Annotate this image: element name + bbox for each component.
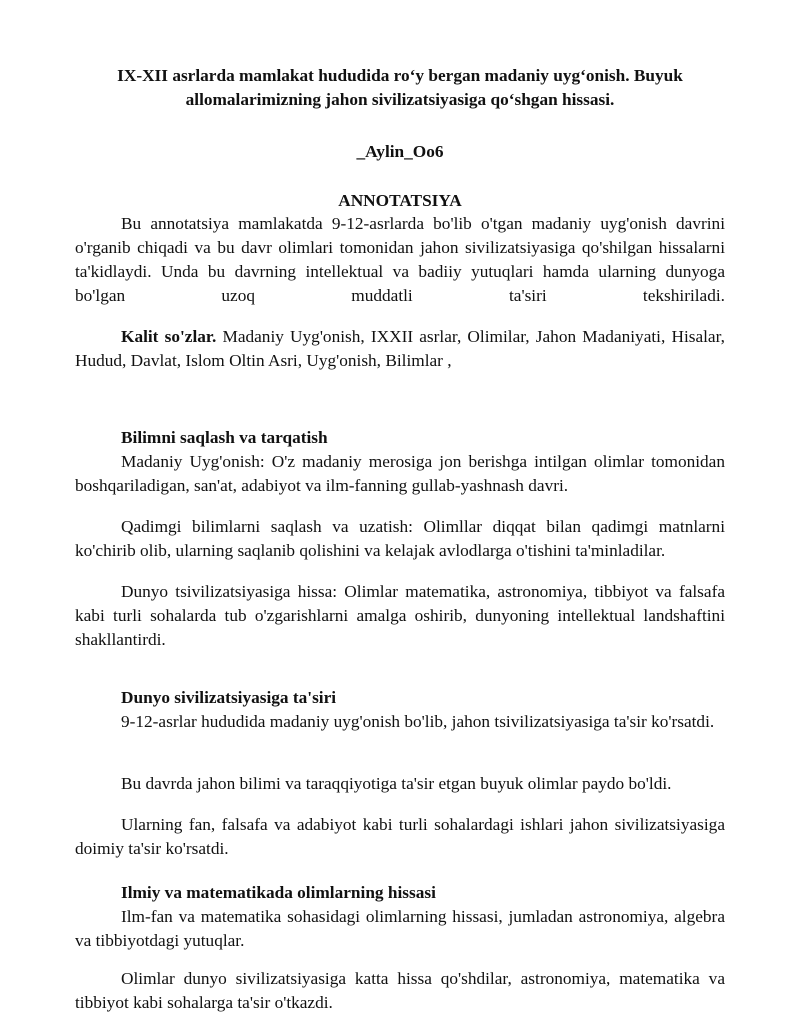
section-science-math-paragraph-2	[75, 967, 725, 1015]
section-world-impact-paragraph-3	[75, 813, 725, 861]
section-paragraph: Ularning fan, falsafa va adabiyot kabi turli sohalardagi ishlari jahon sivilizatsiyasiga doimiy ta'sir ko'rsatdi.	[75, 815, 725, 858]
section-paragraph: 9-12-asrlar hududida madaniy uyg'onish bo'lib, jahon tsivilizatsiyasiga ta'sir ko'rsatdi.	[121, 712, 715, 731]
section-heading: Ilmiy va matematikada olimlarning hissasi	[121, 883, 436, 902]
section-paragraph: Dunyo tsivilizatsiyasiga hissa: Olimlar matematika, astronomiya, tibbiyot va falsafa kabi turli sohalarda tub o'zgarishlarni amalga oshirib, dunyoning intellektual landshaftini shakllantirdi.	[75, 582, 725, 649]
section-world-impact-paragraph-2	[75, 772, 725, 796]
annotation-heading: ANNOTATSIYA	[338, 191, 462, 210]
section-paragraph: Madaniy Uyg'onish: O'z madaniy merosiga jon berishga intilgan olimlar tomonidan boshqariladigan, san'at, adabiyot va ilm-fanning gullab-yashnash davri.	[75, 452, 725, 495]
section-knowledge-preservation	[75, 426, 725, 498]
keywords-label: Kalit so'zlar.	[121, 327, 217, 346]
annotation-section	[75, 212, 725, 308]
keywords-paragraph	[75, 325, 725, 373]
document-title	[75, 64, 725, 112]
section-paragraph: Bu davrda jahon bilimi va taraqqiyotiga ta'sir etgan buyuk olimlar paydo bo'ldi.	[121, 774, 672, 793]
section-paragraph: Olimlar dunyo sivilizatsiyasiga katta hissa qo'shdilar, astronomiya, matematika va tibbiyot kabi sohalarga ta'sir o'tkazdi.	[75, 969, 725, 1012]
section-knowledge-paragraph-3	[75, 580, 725, 652]
section-paragraph: Qadimgi bilimlarni saqlash va uzatish: Olimllar diqqat bilan qadimgi matnlarni ko'chirib olib, ularning saqlanib qolishini va kelajak avlodlarga o'tishini ta'minladilar.	[75, 517, 725, 560]
section-knowledge-paragraph-2	[75, 515, 725, 563]
annotation-paragraph: Bu annotatsiya mamlakatda 9-12-asrlarda bo'lib o'tgan madaniy uyg'onish davrini o'rganib chiqadi va bu davr olimlari tomonidan jahon sivilizatsiyasiga qo'shilgan hissalarni ta'kidlaydi. Unda bu davrning intellektual va badiiy yutuqlari hamda ularning dunyoga bo'lgan uzoq muddatli ta'siri tekshiriladi.	[75, 214, 725, 305]
section-heading: Bilimni saqlash va tarqatish	[121, 428, 328, 447]
author-name: _Aylin_Oo6	[356, 142, 444, 161]
section-science-math	[75, 881, 725, 953]
section-paragraph: Ilm-fan va matematika sohasidagi olimlarning hissasi, jumladan astronomiya, algebra va tibbiyotdagi yutuqlar.	[75, 907, 725, 950]
section-heading: Dunyo sivilizatsiyasiga ta'siri	[121, 688, 337, 707]
section-world-impact	[75, 686, 725, 734]
title-line-1: IX-XII asrlarda mamlakat hududida ro‘y bergan madaniy uyg‘onish. Buyuk	[117, 66, 683, 85]
keywords-section	[75, 325, 725, 373]
title-line-2: allomalarimizning jahon sivilizatsiyasiga qo‘shgan hissasi.	[185, 90, 615, 109]
keywords-text: Madaniy Uyg'onish, IXXII asrlar, Olimilar, Jahon Madaniyati, Hisalar, Hudud, Davlat, Islom Oltin Asri, Uyg'onish, Bilimlar ,	[75, 327, 725, 370]
